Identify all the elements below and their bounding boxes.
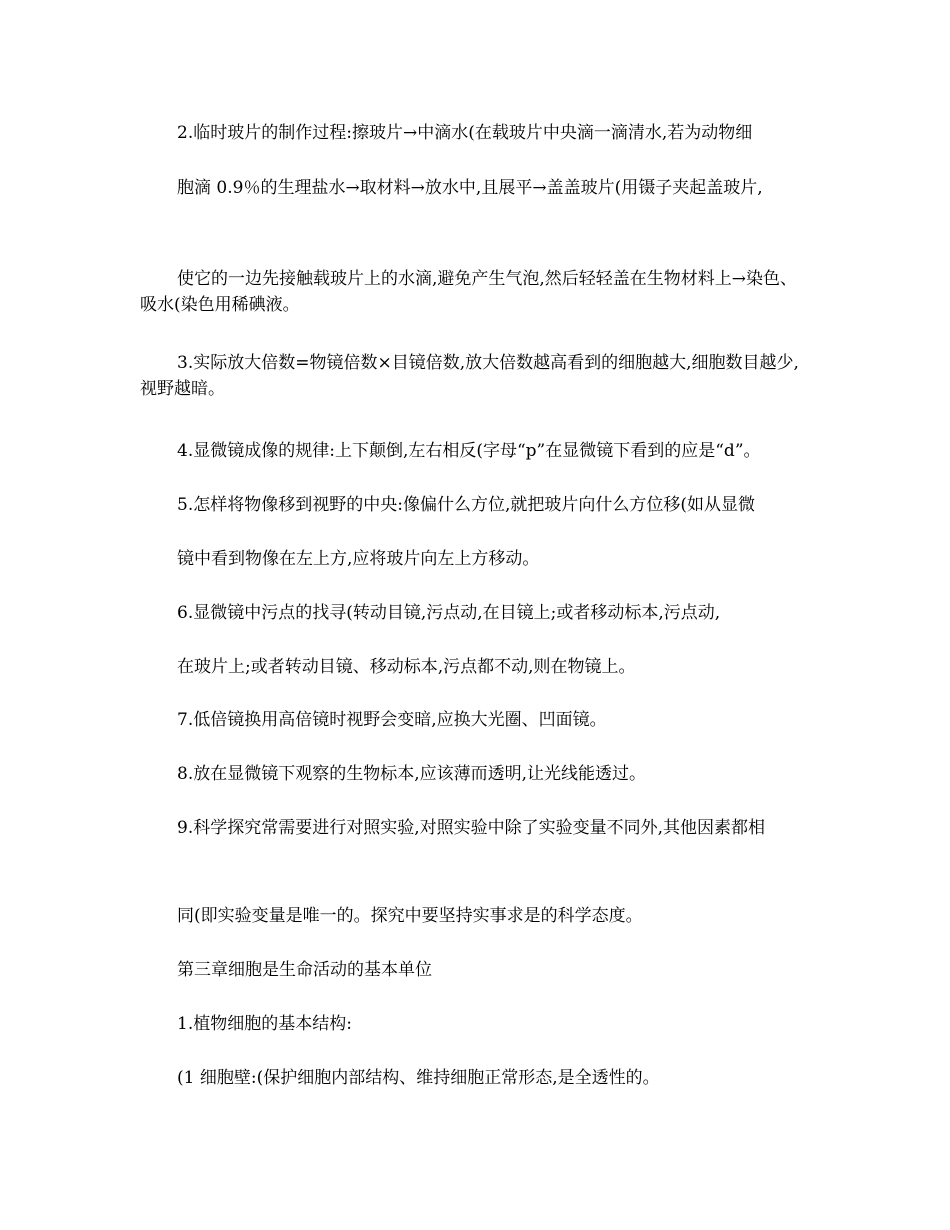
paragraph-control-experiment-2: 同(即实验变量是唯一的。探究中要坚持实事求是的科学态度。	[177, 906, 643, 926]
paragraph-low-to-high-power: 7.低倍镜换用高倍镜时视野会变暗,应换大光圈、凹面镜。	[177, 710, 607, 730]
chapter-heading: 第三章细胞是生命活动的基本单位	[177, 960, 432, 980]
paragraph-temporary-slide-1: 2.临时玻片的制作过程:擦玻片→中滴水(在载玻片中央滴一滴清水,若为动物细	[177, 123, 753, 143]
paragraph-plant-cell-structure: 1.植物细胞的基本结构:	[177, 1014, 352, 1034]
paragraph-find-spot-1: 6.显微镜中污点的找寻(转动目镜,污点动,在目镜上;或者移动标本,污点动,	[177, 603, 721, 623]
paragraph-magnification: 3.实际放大倍数=物镜倍数×目镜倍数,放大倍数越高看到的细胞越大,细胞数目越少,视野越暗。	[140, 353, 799, 399]
paragraph-cell-wall: (1 细胞壁:(保护细胞内部结构、维持细胞正常形态,是全透性的。	[177, 1068, 660, 1088]
paragraph-move-image-2: 镜中看到物像在左上方,应将玻片向左上方移动。	[177, 549, 540, 569]
paragraph-temporary-slide-2: 胞滴 0.9％的生理盐水→取材料→放水中,且展平→盖盖玻片(用镊子夹起盖玻片,	[177, 178, 763, 198]
paragraph-move-image-1: 5.怎样将物像移到视野的中央:像偏什么方位,就把玻片向什么方位移(如从显微	[177, 495, 755, 515]
paragraph-control-experiment-1: 9.科学探究常需要进行对照实验,对照实验中除了实验变量不同外,其他因素都相	[177, 818, 766, 838]
paragraph-find-spot-2: 在玻片上;或者转动目镜、移动标本,污点都不动,则在物镜上。	[177, 657, 636, 677]
paragraph-imaging-rule: 4.显微镜成像的规律:上下颠倒,左右相反(字母“p”在显微镜下看到的应是“d”。	[177, 441, 761, 461]
paragraph-specimen: 8.放在显微镜下观察的生物标本,应该薄而透明,让光线能透过。	[177, 764, 647, 784]
paragraph-temporary-slide-3: 使它的一边先接触载玻片上的水滴,避免产生气泡,然后轻轻盖在生物材料上→染色、吸水(染色用稀碘液。	[140, 269, 798, 315]
